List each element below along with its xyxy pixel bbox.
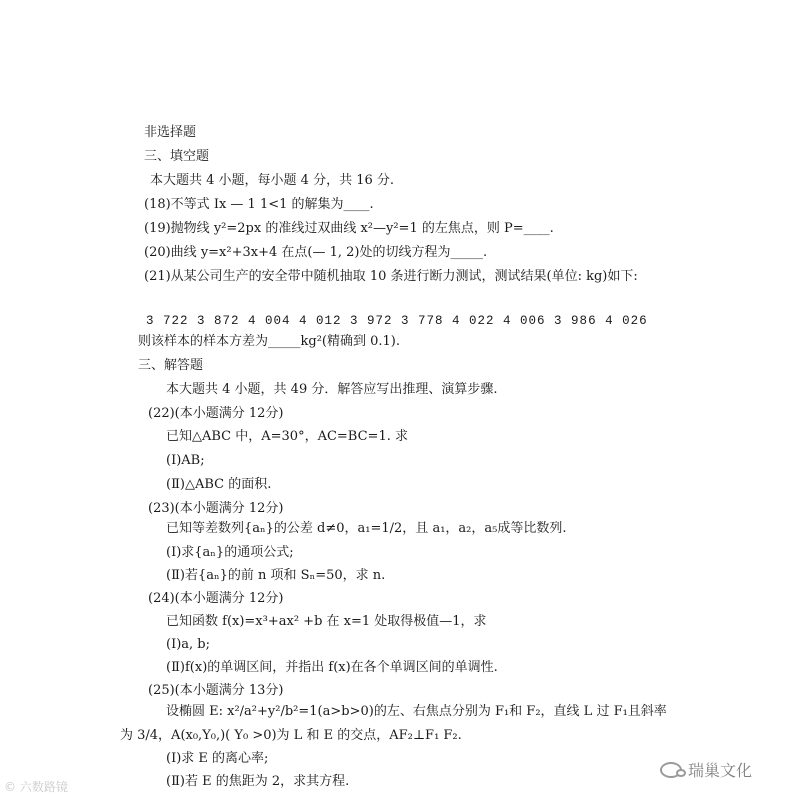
watermark-right-label: 瑞巢文化: [688, 761, 753, 780]
question-22-part1: (Ⅰ)AB;: [166, 453, 205, 468]
watermark-right: [660, 758, 752, 781]
section-solve-title: 三、解答题: [138, 358, 204, 373]
question-24-part1: (Ⅰ)a, b;: [166, 637, 210, 652]
question-23-part2: (Ⅱ)若{aₙ}的前 n 项和 Sₙ=50，求 n.: [166, 568, 386, 583]
question-20: (20)曲线 y=x²+3x+4 在点(— 1, 2)处的切线方程为_____.: [144, 245, 488, 260]
section-fill-title: 三、填空题: [144, 149, 210, 164]
question-23-part1: (Ⅰ)求{aₙ}的通项公式;: [166, 545, 294, 560]
section-nonchoice: 非选择题: [144, 125, 197, 140]
question-25-body-line1: 设椭圆 E: x²/a²+y²/b²=1(a>b>0)的左、右焦点分别为 F₁和 F₂，直线 L 过 F₁且斜率: [166, 704, 667, 719]
solve-intro: 本大题共 4 小题，共 49 分．解答应写出推理、演算步骤.: [166, 382, 498, 397]
fill-intro: 本大题共 4 小题，每小题 4 分，共 16 分.: [150, 173, 395, 188]
question-24-part2: (Ⅱ)f(x)的单调区间，并指出 f(x)在各个单调区间的单调性.: [166, 660, 498, 675]
question-23-head: (23)(本小题满分 12分): [148, 501, 284, 516]
question-24-body: 已知函数 f(x)=x³+ax² +b 在 x=1 处取得极值—1，求: [166, 614, 487, 629]
question-22-head: (22)(本小题满分 12分): [148, 406, 284, 421]
question-21-ask: 则该样本的样本方差为_____kg²(精确到 0.1).: [138, 334, 400, 349]
question-25-body-line2: 为 3/4，A(x₀,Y₀,)( Y₀ >0)为 L 和 E 的交点，AF₂⊥F₁ F₂.: [120, 728, 462, 743]
watermark-left: © 六数路镜: [4, 780, 68, 794]
question-25-part2: (Ⅱ)若 E 的焦距为 2，求其方程.: [166, 774, 350, 789]
question-22-part2: (Ⅱ)△ABC 的面积.: [166, 477, 272, 492]
question-22-body: 已知△ABC 中，A=30°，AC=BC=1. 求: [166, 429, 408, 444]
question-24-head: (24)(本小题满分 12分): [148, 591, 284, 606]
wechat-icon: [660, 762, 682, 778]
question-25-head: (25)(本小题满分 13分): [148, 683, 284, 698]
question-25-part1: (Ⅰ)求 E 的离心率;: [166, 751, 269, 766]
question-21: (21)从某公司生产的安全带中随机抽取 10 条进行断力测试，测试结果(单位: kg)如下:: [144, 269, 638, 284]
question-23-body: 已知等差数列{aₙ}的公差 d≠0，a₁=1/2，且 a₁，a₂，a₅成等比数列.: [166, 521, 567, 536]
question-19: (19)抛物线 y²=2px 的准线过双曲线 x²—y²=1 的左焦点，则 P=____.: [144, 221, 554, 236]
question-21-data: 3 722 3 872 4 004 4 012 3 972 3 778 4 022 4 006 3 986 4 026: [146, 314, 648, 328]
question-18: (18)不等式 Ix — 1 1<1 的解集为____.: [144, 197, 374, 212]
